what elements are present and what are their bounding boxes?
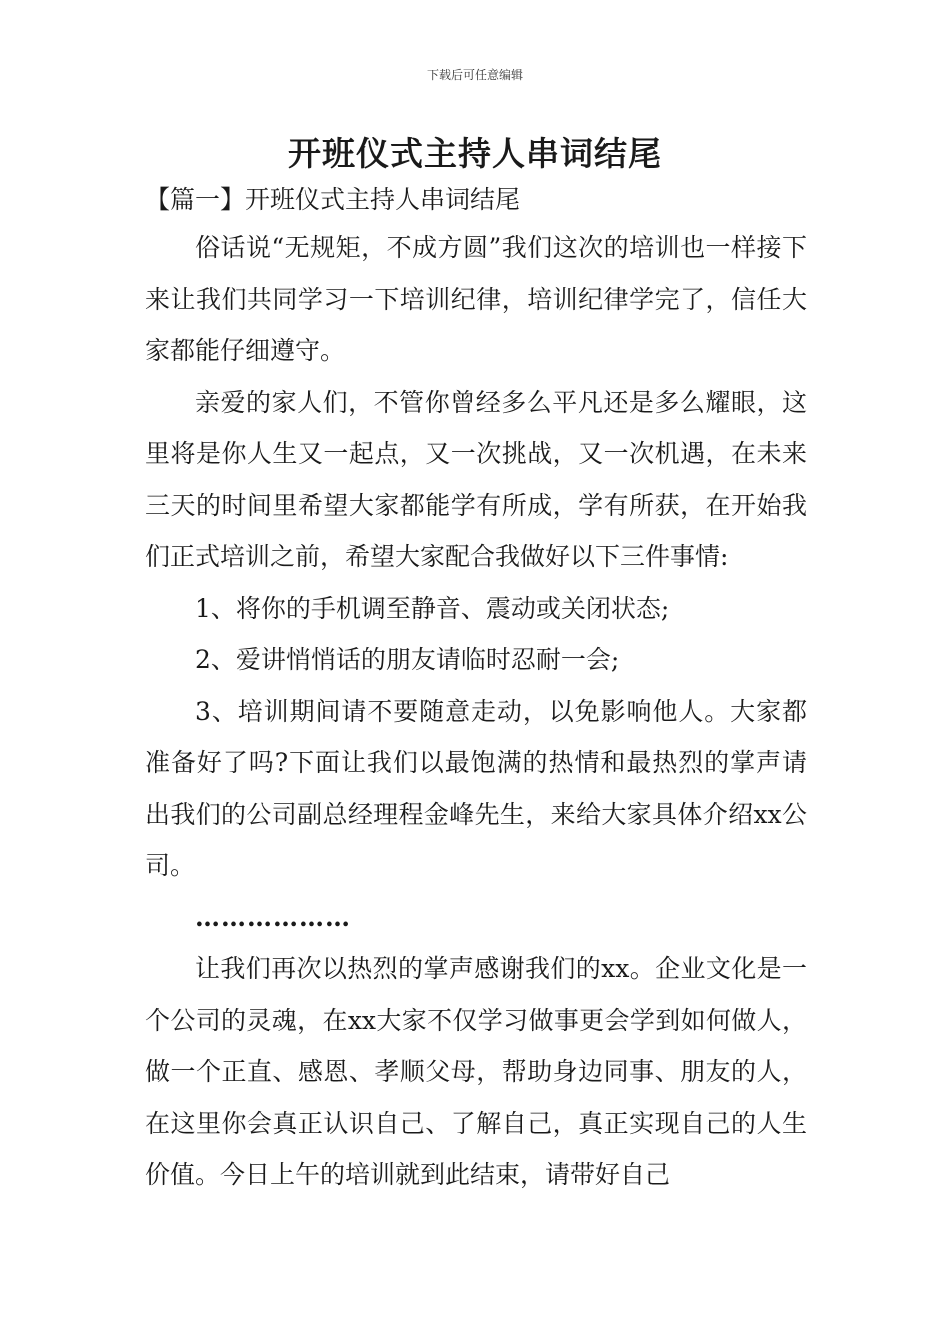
header-note: 下载后可任意编辑	[426, 68, 523, 82]
paragraph-closing: 让我们再次以热烈的掌声感谢我们的xx。企业文化是一个公司的灵魂，在xx大家不仅学习做事更会学到如何做人，做一个正直、感恩、孝顺父母，帮助身边同事、朋友的人，在这里你会真正认识自己、了解自己，真正实现自己的人生价值。今日上午的培训就到此结束，请带好自己	[145, 954, 807, 1189]
list-item-moving: 3、培训期间请不要随意走动，以免影响他人。大家都准备好了吗?下面让我们以最饱满的热情和最热烈的掌声请出我们的公司副总经理程金峰先生，来给大家具体介绍xx公司。	[145, 696, 807, 880]
list-item-phone: 1、将你的手机调至静音、震动或关闭状态;	[195, 593, 670, 623]
ellipsis-separator: ………………	[195, 902, 351, 932]
document-body	[145, 222, 807, 1201]
section-heading: 【篇一】开班仪式主持人串词结尾	[145, 185, 521, 214]
paragraph-welcome: 亲爱的家人们，不管你曾经多么平凡还是多么耀眼，这里将是你人生又一起点，又一次挑战，又一次机遇，在未来三天的时间里希望大家都能学有所成，学有所获，在开始我们正式培训之前，希望大家配合我做好以下三件事情:	[145, 387, 807, 571]
list-item-whisper: 2、爱讲悄悄话的朋友请临时忍耐一会;	[195, 645, 620, 674]
paragraph-rules: 俗话说“无规矩，不成方圆”我们这次的培训也一样接下来让我们共同学习一下培训纪律，培训纪律学完了，信任大家都能仔细遵守。	[145, 233, 807, 365]
document-title: 开班仪式主持人串词结尾	[288, 134, 662, 173]
